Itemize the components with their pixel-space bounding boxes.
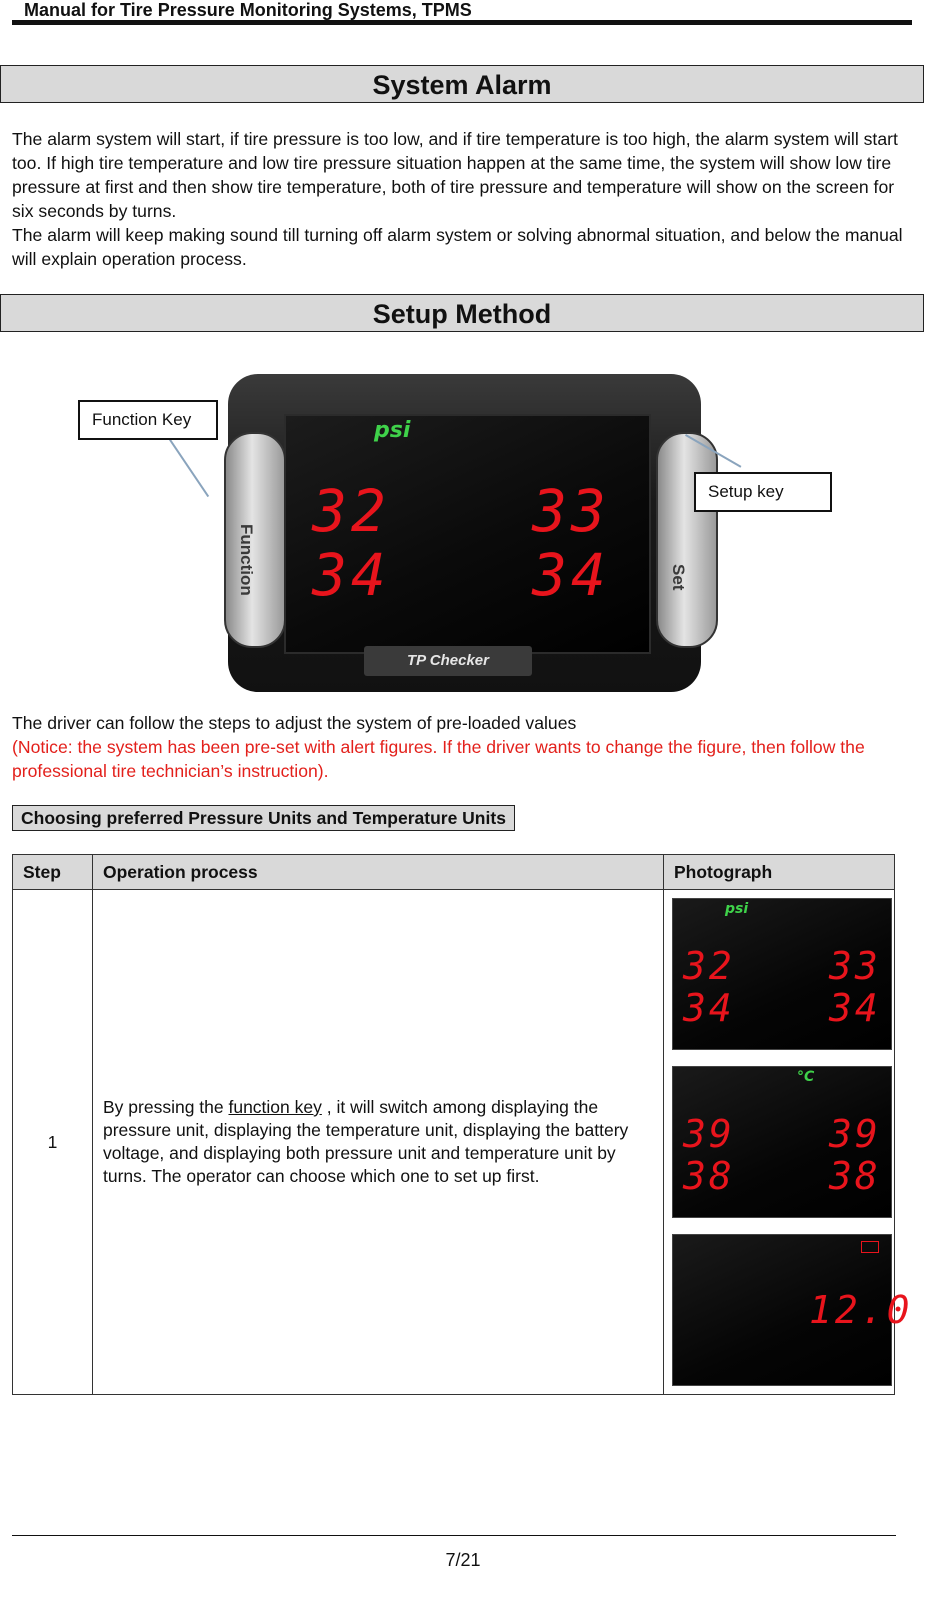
photograph-cell [664, 890, 913, 1395]
photo1-rear-left: 34 [683, 986, 735, 1030]
setup-notice: (Notice: the system has been pre-set with alert figures. If the driver wants to change the figure, then follow the professional tire technician’s instruction). [12, 737, 865, 781]
header-rule [12, 20, 912, 25]
battery-voltage: 12.0 [809, 1288, 913, 1332]
function-key-callout: Function Key [78, 400, 218, 440]
photo-battery-display [672, 1234, 913, 1386]
steps-table [12, 854, 913, 1395]
operation-text-end: , it will switch among displaying the pressure unit, displaying the temperature unit, displaying the battery voltage, and displaying both pressure unit and temperature unit by turns. The operator can choose which one to set up first. [103, 1097, 629, 1186]
photo-temperature-display [672, 1066, 892, 1218]
photo2-rear-right: 38 [829, 1154, 881, 1198]
rear-left-value: 34 [312, 541, 390, 609]
setup-intro-line: The driver can follow the steps to adjust the system of pre-loaded values [12, 713, 577, 733]
header-photograph: Photograph [664, 855, 895, 890]
function-button-label: Function [237, 524, 256, 596]
set-button [656, 432, 718, 648]
header-step: Step [13, 855, 93, 890]
photo1-front-right: 33 [829, 944, 881, 988]
front-right-value: 33 [532, 477, 610, 545]
brand-logo: TP Checker [364, 646, 532, 676]
operation-text-start: By pressing the [103, 1097, 229, 1117]
setup-intro [12, 711, 912, 783]
photo2-front-right: 39 [829, 1112, 881, 1156]
function-button [224, 432, 286, 648]
function-key-leader-line [168, 438, 209, 497]
rear-right-value: 34 [532, 541, 610, 609]
battery-icon [861, 1241, 879, 1253]
photo1-rear-right: 34 [829, 986, 881, 1030]
device-screen [284, 414, 651, 654]
footer-rule [12, 1535, 896, 1536]
units-subheading: Choosing preferred Pressure Units and Temperature Units [12, 805, 515, 831]
alarm-paragraph-2: The alarm will keep making sound till turning off alarm system or solving abnormal situation, and below the manual will explain operation process. [12, 225, 903, 269]
section-title-system-alarm: System Alarm [0, 65, 924, 103]
front-left-value: 32 [312, 477, 390, 545]
tpms-device-figure [78, 374, 850, 696]
alarm-description [12, 127, 912, 271]
alarm-paragraph-1: The alarm system will start, if tire pressure is too low, and if tire temperature is too high, the alarm system will start too. If high tire temperature and low tire pressure situation happen at the same time, the system will show low tire pressure at first and then show tire temperature, both of tire pressure and temperature will show on the screen for six seconds by turns. [12, 129, 898, 221]
photo2-rear-left: 38 [683, 1154, 735, 1198]
setup-key-callout: Setup key [694, 472, 832, 512]
header-operation: Operation process [93, 855, 664, 890]
document-header: Manual for Tire Pressure Monitoring Systems, TPMS [24, 0, 472, 20]
table-row [13, 890, 895, 1395]
photo2-front-left: 39 [683, 1112, 735, 1156]
photo-unit-celsius: °C [797, 1069, 815, 1085]
photo-unit-psi: psi [725, 901, 749, 917]
page-number: 7/21 [445, 1550, 481, 1570]
function-key-link[interactable]: function key [228, 1097, 322, 1117]
unit-psi: psi [374, 418, 411, 443]
step-number: 1 [13, 890, 93, 1395]
photo-pressure-display [672, 898, 892, 1050]
section-title-setup-method: Setup Method [0, 294, 924, 332]
operation-text [93, 890, 664, 1395]
table-header-row [13, 855, 895, 890]
photo1-front-left: 32 [683, 944, 735, 988]
set-button-label: Set [669, 564, 688, 591]
